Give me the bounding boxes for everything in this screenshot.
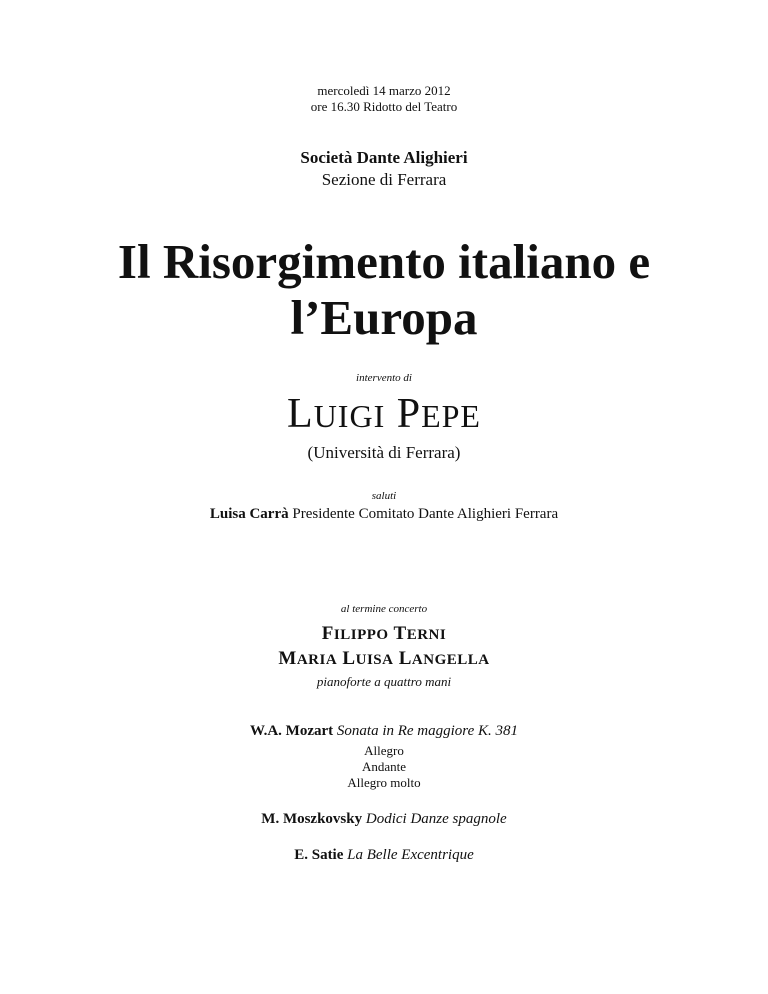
program-item-3 [0,847,768,864]
program-item-3-work: La Belle Excentrique [347,847,474,863]
performer-2-rest3: ANGELLA [411,652,490,668]
greetings-label: saluti [371,490,397,502]
speaker-name [0,390,768,438]
program-item-1-movement-3: Allegro molto [347,775,421,790]
program-item-1-movement-1: Allegro [364,743,404,758]
program-item-2-composer: M. Moszkovsky [261,811,363,827]
performer-2-initial1: M [278,648,297,669]
speaker-affiliation: (Università di Ferrara) [307,443,461,462]
performer-1-rest2: ERNI [406,627,447,643]
organization-section: Sezione di Ferrara [321,170,447,189]
program-item-2 [0,811,768,828]
program-item-1-work: Sonata in Re maggiore K. 381 [336,723,519,739]
speaker-first-initial: L [287,391,314,437]
performer-1-initial1: F [321,623,334,644]
program-item-1 [0,723,768,740]
performer-1-initial2: T [393,623,407,644]
performer-2 [0,648,768,670]
instrument-note: pianoforte a quattro mani [316,674,452,689]
organization-name: Società Dante Alighieri [300,148,468,167]
performer-2-rest2: UISA [355,652,394,668]
speaker-intro: intervento di [356,372,412,384]
program-item-3-composer: E. Satie [294,847,344,863]
speaker-first-rest: UIGI [313,398,386,434]
performer-1-rest1: ILIPPO [333,627,389,643]
program-item-2-work: Dodici Danze spagnole [365,811,507,827]
greetings-role: Presidente Comitato Dante Alighieri Ferrara [292,506,559,522]
performer-2-rest1: ARIA [296,652,338,668]
event-time-place: ore 16.30 Ridotto del Teatro [310,99,458,114]
program-item-1-composer: W.A. Mozart [249,723,334,739]
event-title-line2: l’Europa [290,290,478,345]
event-title-line1: Il Risorgimento italiano e [117,234,651,289]
speaker-last-rest: EPE [421,398,481,434]
greetings-name: Luisa Carrà [209,506,289,522]
program-item-1-movement-2: Andante [361,759,407,774]
greetings-line [0,506,768,523]
event-date: mercoledì 14 marzo 2012 [317,83,451,98]
concert-intro: al termine concerto [340,603,428,615]
performer-1 [0,623,768,645]
performer-2-initial3: L [398,648,412,669]
performer-2-initial2: L [342,648,356,669]
speaker-last-initial: P [396,391,422,437]
